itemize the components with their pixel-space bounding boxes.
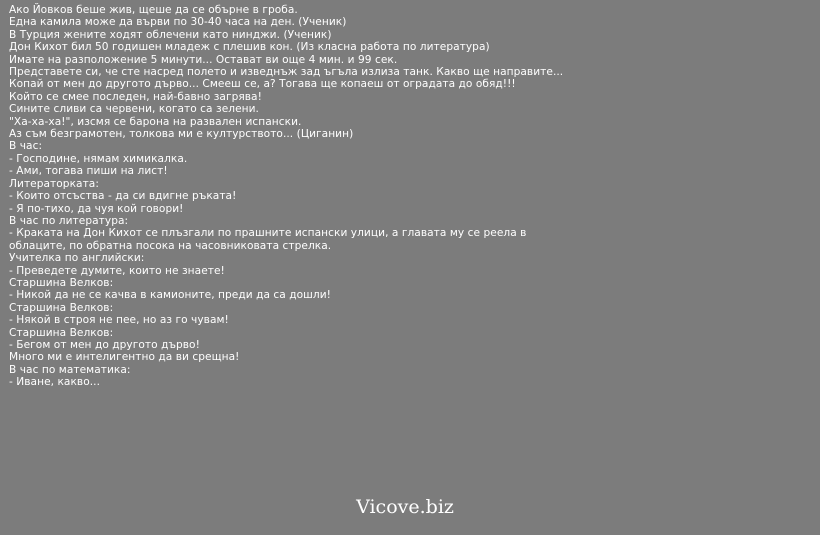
text-line: Аз съм безграмотен, толкова ми е културството... (Циганин) [9,128,354,141]
text-line: Копай от мен до другото дърво... Смееш се, а? Тогава ще копаеш от оградата до обяд!!! [9,78,516,91]
text-line: Старшина Велков: [9,326,114,339]
text-line: Имате на разположение 5 минути... Остават ви още 4 мин. и 99 сек. [9,53,398,66]
text-line: Учителка по английски: [9,252,145,265]
text-line: В час по математика: [9,363,131,376]
text-line: - Иване, какво... [9,376,100,389]
text-line: Една камила може да върви по 30-40 часа на ден. (Ученик) [9,16,347,29]
text-line: - Краката на Дон Кихот се плъзгали по прашните испански улици, а главата му се реела в [9,227,527,240]
text-line: - Преведете думите, които не знаете! [9,264,225,277]
text-line: В Турция жените ходят облечени като нинджи. (Ученик) [9,28,332,41]
text-line: Старшина Велков: [9,301,114,314]
text-line: Дон Кихот бил 50 годишен младеж с плешив кон. (Из класна работа по литература) [9,41,490,54]
text-line: облаците, по обратна посока на часовниковата стрелка. [9,239,332,252]
text-line: "Ха-ха-ха!", изсмя се барона на развален испански. [9,115,302,128]
text-line: Който се смее последен, най-бавно загрява! [9,90,262,103]
text-line: - Я по-тихо, да чуя кой говори! [9,202,184,215]
site-logo: Vicove.biz [356,496,454,518]
jokes-text-block [9,4,809,389]
text-line: Литераторката: [9,177,99,190]
text-line: Ако Йовков беше жив, щеше да се обърне в гроба. [9,4,298,16]
text-line: В час: [9,140,43,153]
text-line: В час по литература: [9,214,129,227]
text-line: Старшина Велков: [9,276,114,289]
text-line: - Някой в строя не пее, но аз го чувам! [9,314,229,327]
text-line: - Ами, тогава пиши на лист! [9,165,168,178]
text-line: - Бегом от мен до другото дърво! [9,338,200,351]
text-line: - Господине, нямам химикалка. [9,152,188,165]
text-line: - Които отсъства - да си вдигне ръката! [9,190,237,203]
text-line: Много ми е интелигентно да ви срещна! [9,351,240,364]
text-line: Представете си, че сте насред полето и изведнъж зад ъгъла излиза танк. Какво ще направите... [9,66,564,79]
text-line: Сините сливи са червени, когато са зелени. [9,103,259,116]
text-line: - Никой да не се качва в камионите, преди да са дошли! [9,289,331,302]
